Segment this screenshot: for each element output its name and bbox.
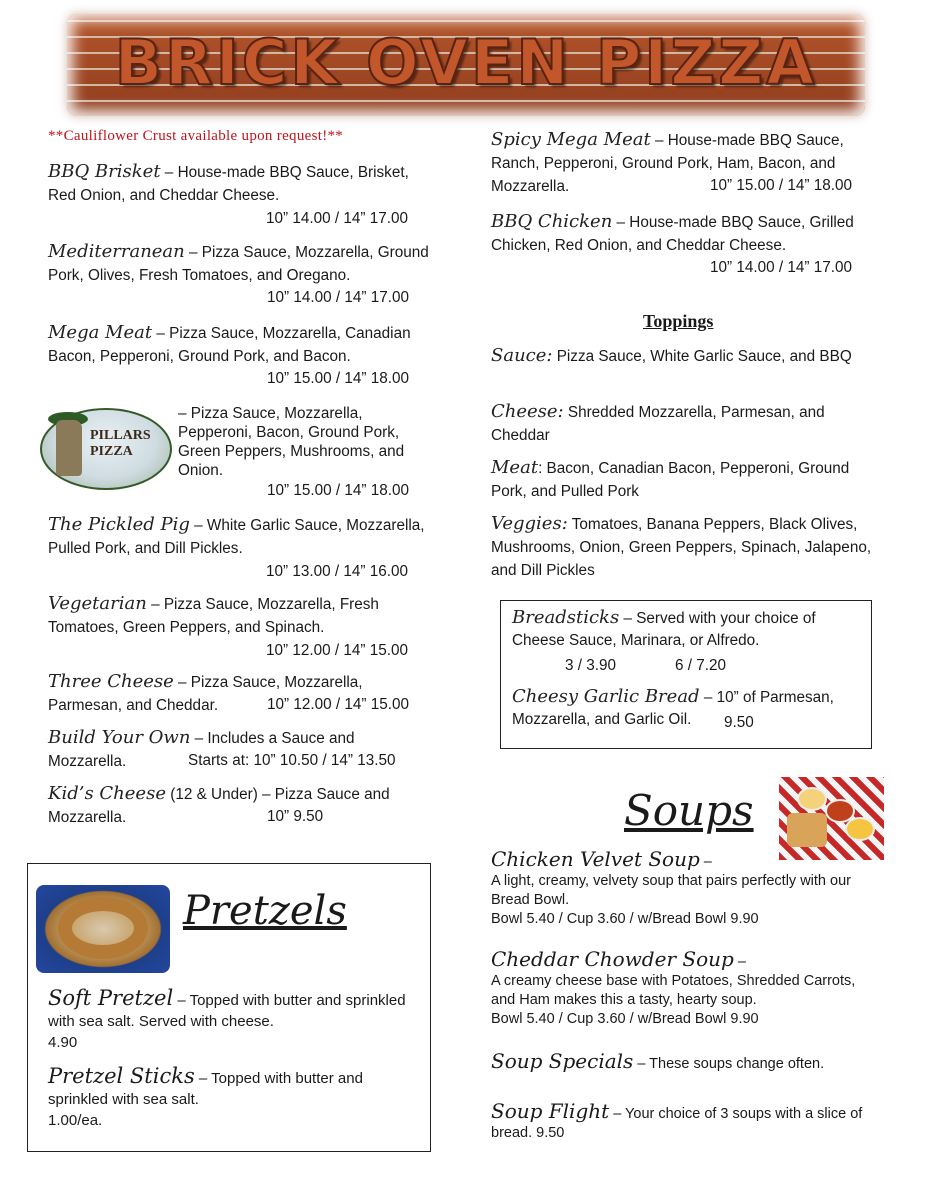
- item-price: 6 / 7.20: [675, 657, 727, 674]
- item-name: The Pickled Pig: [48, 514, 190, 535]
- soup-item: [491, 947, 876, 1029]
- topping-row: [491, 512, 875, 582]
- item-price: 10” 15.00 / 14” 18.00: [710, 177, 853, 194]
- item-name: BBQ Chicken: [491, 211, 613, 232]
- item-desc: – Pizza Sauce, Mozzarella, Parmesan, and Cheddar.: [48, 674, 363, 714]
- soups-title: Soups: [624, 786, 754, 835]
- item-desc: – Served with your choice of Cheese Sauce, Marinara, or Alfredo.: [512, 610, 816, 649]
- banner-title: BRICK OVEN PIZZA: [114, 26, 818, 99]
- item-name: Three Cheese: [48, 671, 174, 692]
- item-name: Pretzel Sticks: [48, 1064, 195, 1088]
- bread-icon: [787, 813, 827, 847]
- pretzel-item: [48, 1066, 418, 1131]
- item-desc: – House-made BBQ Sauce, Ranch, Pepperoni, Ground Pork, Ham, Bacon, and Mozzarella.: [491, 132, 844, 195]
- item-price: 10” 13.00 / 14” 16.00: [266, 563, 409, 580]
- soup-photo: [779, 777, 884, 860]
- item-dash: –: [733, 954, 746, 970]
- item-name: Kid’s Cheese: [48, 783, 166, 804]
- item-name: Soft Pretzel: [48, 986, 174, 1010]
- topping-label: Meat: [491, 457, 539, 478]
- pretzel-item: [48, 988, 418, 1053]
- item-desc: – Pizza Sauce, Mozzarella, Canadian Bacon, Pepperoni, Ground Pork, and Bacon.: [48, 325, 411, 365]
- soup-item: [491, 1099, 876, 1143]
- item-desc: – Pizza Sauce, Mozzarella, Fresh Tomatoes, Green Peppers, and Spinach.: [48, 596, 379, 636]
- topping-label: Veggies:: [491, 513, 568, 534]
- item-price: Bowl 5.40 / Cup 3.60 / w/Bread Bowl 9.90: [491, 911, 759, 927]
- pretzel-photo: [36, 885, 170, 973]
- item-name: Breadsticks: [512, 607, 620, 628]
- item-name: BBQ Brisket: [48, 161, 161, 182]
- topping-row: [491, 456, 875, 503]
- menu-item: [48, 513, 432, 583]
- pretzels-title: Pretzels: [183, 888, 347, 934]
- item-price: Bowl 5.40 / Cup 3.60 / w/Bread Bowl 9.90: [491, 1011, 759, 1027]
- item-price: 9.50: [724, 714, 754, 731]
- soup-bowl-icon: [797, 787, 827, 811]
- item-desc: A creamy cheese base with Potatoes, Shredded Carrots, and Ham makes this a tasty, hearty soup.: [491, 973, 856, 1008]
- toppings-heading: Toppings: [643, 311, 714, 331]
- menu-item: [48, 592, 432, 662]
- item-name: Chicken Velvet Soup: [491, 847, 700, 871]
- item-desc: – These soups change often.: [633, 1056, 825, 1072]
- topping-label: Sauce:: [491, 345, 553, 366]
- pillar-rock-icon: [56, 420, 82, 476]
- menu-item: [512, 686, 867, 731]
- topping-text: Tomatoes, Banana Peppers, Black Olives, Mushrooms, Onion, Green Peppers, Spinach, Jalapeno, and Dill Pickles: [491, 516, 872, 579]
- topping-text: Pizza Sauce, White Garlic Sauce, and BBQ: [552, 348, 852, 365]
- pretzel-icon: [58, 897, 148, 959]
- item-name: Spicy Mega Meat: [491, 129, 651, 150]
- item-name: Cheddar Chowder Soup: [491, 947, 734, 971]
- item-desc: – 10” of Parmesan, Mozzarella, and Garlic Oil.: [512, 689, 834, 728]
- item-desc: – House-made BBQ Sauce, Grilled Chicken, Red Onion, and Cheddar Cheese.: [491, 214, 854, 254]
- menu-item: [491, 210, 875, 257]
- soup-item: [491, 1049, 876, 1074]
- item-desc: A light, creamy, velvety soup that pairs perfectly with our Bread Bowl.: [491, 873, 851, 908]
- item-price: 10” 9.50: [267, 808, 324, 825]
- menu-item: [48, 160, 432, 230]
- item-desc: – Topped with butter and sprinkled with sea salt. Served with cheese.: [48, 992, 406, 1030]
- pillars-pizza-logo: [40, 408, 172, 490]
- item-price: 10” 12.00 / 14” 15.00: [267, 696, 410, 713]
- menu-item: [512, 607, 862, 652]
- item-price: 10” 14.00 / 14” 17.00: [267, 289, 410, 306]
- item-price: 4.90: [48, 1034, 78, 1051]
- item-price: 10” 12.00 / 14” 15.00: [266, 642, 409, 659]
- menu-item: [48, 782, 432, 829]
- item-price: 10” 14.00 / 14” 17.00: [710, 259, 853, 276]
- item-desc: – Includes a Sauce and Mozzarella.: [48, 730, 355, 770]
- item-price: 10” 15.00 / 14” 18.00: [267, 482, 410, 499]
- item-price: 10” 14.00 / 14” 17.00: [266, 210, 409, 227]
- topping-row: [491, 400, 875, 447]
- soup-item: [491, 847, 876, 929]
- logo-text: PILLARS PIZZA: [90, 428, 151, 459]
- topping-row: [491, 344, 875, 368]
- topping-text: Shredded Mozzarella, Parmesan, and Cheddar: [491, 404, 825, 444]
- item-name: Soup Flight: [491, 1099, 610, 1123]
- item-name: Mega Meat: [48, 322, 153, 343]
- item-price: 3 / 3.90: [565, 657, 617, 674]
- item-desc: – Topped with butter and sprinkled with sea salt.: [48, 1070, 363, 1108]
- item-desc: – House-made BBQ Sauce, Brisket, Red Onion, and Cheddar Cheese.: [48, 164, 409, 204]
- item-name: Soup Specials: [491, 1049, 634, 1073]
- menu-item: [48, 321, 432, 368]
- soup-bowl-icon: [845, 817, 875, 841]
- banner: [67, 14, 865, 116]
- item-desc: – Pizza Sauce, Mozzarella, Ground Pork, Olives, Fresh Tomatoes, and Oregano.: [48, 244, 429, 284]
- item-price: 10” 15.00 / 14” 18.00: [267, 370, 410, 387]
- topping-text: : Bacon, Canadian Bacon, Pepperoni, Ground Pork, and Pulled Pork: [491, 460, 850, 500]
- item-desc: – Pizza Sauce, Mozzarella, Pepperoni, Bacon, Ground Pork, Green Peppers, Mushrooms, and Onion.: [178, 405, 405, 479]
- topping-label: Cheese:: [491, 401, 564, 422]
- item-name: Build Your Own: [48, 727, 191, 748]
- item-name: Vegetarian: [48, 593, 147, 614]
- item-desc: – Your choice of 3 soups with a slice of bread. 9.50: [491, 1106, 863, 1141]
- item-name: Mediterranean: [48, 241, 185, 262]
- item-price: Starts at: 10” 10.50 / 14” 13.50: [188, 752, 396, 769]
- item-desc: – White Garlic Sauce, Mozzarella, Pulled Pork, and Dill Pickles.: [48, 517, 425, 557]
- item-price: 1.00/ea.: [48, 1112, 103, 1129]
- menu-item: [48, 240, 432, 287]
- item-desc: (12 & Under) – Pizza Sauce and Mozzarella.: [48, 786, 390, 826]
- cauliflower-note: **Cauliflower Crust available upon request!**: [48, 128, 344, 144]
- item-dash: –: [699, 854, 712, 870]
- item-name: Cheesy Garlic Bread: [512, 686, 700, 707]
